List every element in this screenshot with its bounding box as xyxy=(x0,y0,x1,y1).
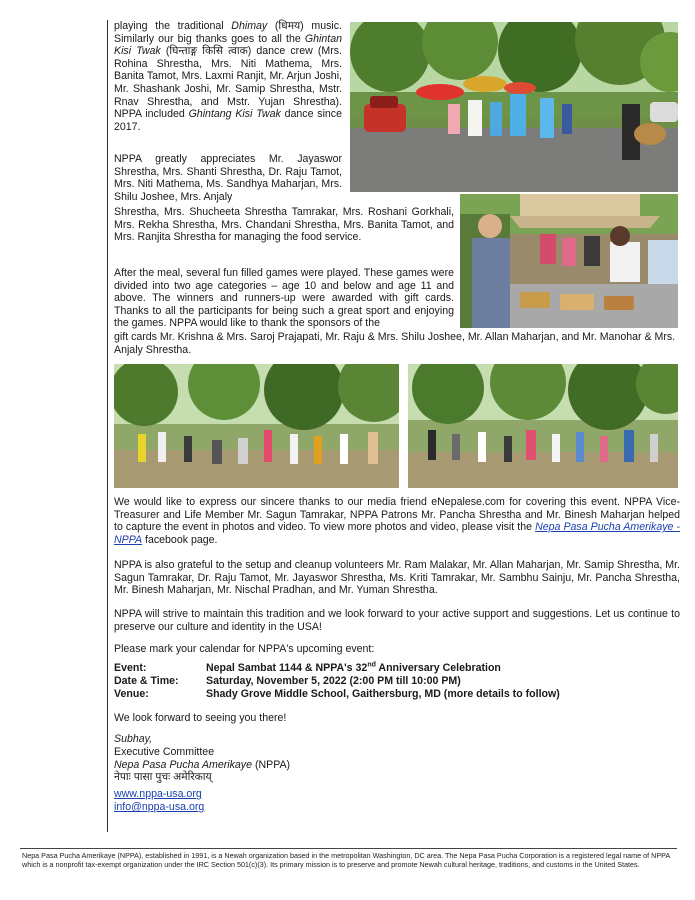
website-link[interactable]: www.nppa-usa.org xyxy=(114,788,202,801)
paragraph-calendar xyxy=(114,643,680,656)
text: After the meal, several fun filled games were played. These games were divided into two age categories – age 10 and below and age 11 and above. The winners and runners-up were awarded with gift cards. Thanks to all the participants for being such a great sport and enjoying the games. NPPA would like to thank the sponsors of the xyxy=(114,267,454,330)
text: NPPA will strive to maintain this tradition and we look forward to your active support and suggestions. Let us continue to preserve our culture and identity in the USA! xyxy=(114,608,680,633)
date-value: Saturday, November 5, 2022 (2:00 PM till 10:00 PM) xyxy=(206,675,461,687)
paragraph-volunteers xyxy=(114,559,680,597)
paragraph-food-service-a xyxy=(114,153,342,203)
salutation: Subhay, xyxy=(114,733,153,745)
venue-value: Shady Grove Middle School, Gaithersburg, MD (more details to follow) xyxy=(206,688,560,700)
text: NPPA greatly appreciates Mr. Jayaswor Shrestha, Mrs. Shanti Shrestha, Dr. Raju Tamot, Mrs. Niti Mathema, Ms. Sandhya Maharjan, Mrs. Shilu Joshee, Mrs. Anjaly xyxy=(114,153,342,203)
paragraph-games-a xyxy=(114,267,454,330)
dance-group-name: Ghintan Kisi Twak xyxy=(114,32,342,58)
text: (धिमय) music. Similarly our big thanks goes to all the xyxy=(114,20,342,45)
text: Shrestha, Mrs. Shucheeta Shrestha Tamrakar, Mrs. Roshani Gorkhali, Mrs. Rekha Shrestha, Mrs. Chandani Shrestha, Mrs. Banita Tamot, and Mrs. Ranjita Shrestha for managing the food service. xyxy=(114,206,454,244)
paragraph-media-thanks xyxy=(114,496,680,546)
text: We would like to express our sincere thanks to our media friend eNepalese.com for covering this event. NPPA Vice-Treasurer and Life Member Mr. Sagun Tamrakar, NPPA Patrons Mr. Pancha Shrestha and Mr. Binesh Maharjan helped to capture the event in photos and video. To view more photos and video, please visit the xyxy=(114,496,680,534)
text: Please mark your calendar for NPPA's upcoming event: xyxy=(114,643,375,655)
text: playing the traditional xyxy=(114,20,232,32)
org-name: Nepa Pasa Pucha Amerikaye xyxy=(114,758,252,771)
email-link[interactable]: info@nppa-usa.org xyxy=(114,800,205,813)
ordinal-suffix: nd xyxy=(367,661,376,669)
photo-procession xyxy=(350,22,678,192)
paragraph-food-service-b xyxy=(114,206,454,244)
committee-name: Executive Committee xyxy=(114,745,215,758)
signature-block xyxy=(114,733,680,814)
text: (घिन्ताङ्ग किसि त्वाक) dance crew (Mrs. Rohina Shrestha, Mrs. Niti Mathema, Mrs. Banita Tamot, Mrs. Laxmi Ranjit, Mr. Arjun Joshi, Mr. Shashank Joshi, Mr. Samip Shrestha, Mstr. Rnav Shrestha, and Mstr. Yujan Shrestha). NPPA included xyxy=(114,45,342,121)
footer-note xyxy=(22,851,677,869)
dhimay-term: Dhimay xyxy=(231,20,268,32)
dance-name: Ghintang Kisi Twak xyxy=(188,108,281,121)
text: Nepal Sambat 1144 & NPPA's 32 xyxy=(206,662,368,674)
photo-games-right xyxy=(408,364,678,488)
text: gift cards Mr. Krishna & Mrs. Saroj Prajapati, Mr. Raju & Mrs. Shilu Joshee, Mr. Allan Maharjan, and Mr. Manohar & Mrs. Anjaly Shrestha. xyxy=(114,331,676,356)
text: dance since 2017. xyxy=(114,108,342,133)
event-value xyxy=(206,662,686,675)
org-name-devanagari: नेपाः पासा पुचः अमेरिकाय् xyxy=(114,771,212,784)
photo-food-service xyxy=(460,194,678,328)
left-margin-rule xyxy=(107,20,108,832)
facebook-page-link[interactable]: Nepa Pasa Pucha Amerikaye - NPPA xyxy=(114,521,680,546)
text: facebook page. xyxy=(142,533,218,546)
date-label: Date & Time: xyxy=(114,675,179,687)
photo-games-left xyxy=(114,364,399,488)
paragraph-closing xyxy=(114,712,680,725)
paragraph-music-dance xyxy=(114,20,342,133)
text: NPPA is also grateful to the setup and cleanup volunteers Mr. Ram Malakar, Mr. Allan Maharjan, Mr. Samip Shrestha, Mr. Sagun Tamrakar, Dr. Raju Tamot, Mr. Jayaswor Shrestha, Ms. Kriti Tamrakar, Mr. Sambhu Sainju, Mr. Pancha Shrestha, Mr. Binesh Maharjan, Mr. Nischal Pradhan, and Mr. Yuman Shrestha. xyxy=(114,559,680,597)
text: We look forward to seeing you there! xyxy=(114,712,287,724)
paragraph-tradition xyxy=(114,608,680,633)
paragraph-games-b xyxy=(114,331,680,356)
org-abbr: (NPPA) xyxy=(252,758,291,771)
footer-rule xyxy=(20,848,677,849)
venue-label: Venue: xyxy=(114,688,149,700)
text: Anniversary Celebration xyxy=(375,662,501,674)
footer-text: Nepa Pasa Pucha Amerikaye (NPPA), established in 1991, is a Newah organization based in the metropolitan Washington, DC area. The Nepa Pasa Pucha Corporation is a registered legal name of NPPA which is a nonprofit tax-exempt organization under the IRC Section 501(c)(3). Its primary mission is to preserve and promote Newah cultural heritage, traditions, and customs in the United States. xyxy=(22,851,670,869)
event-label: Event: xyxy=(114,662,147,674)
